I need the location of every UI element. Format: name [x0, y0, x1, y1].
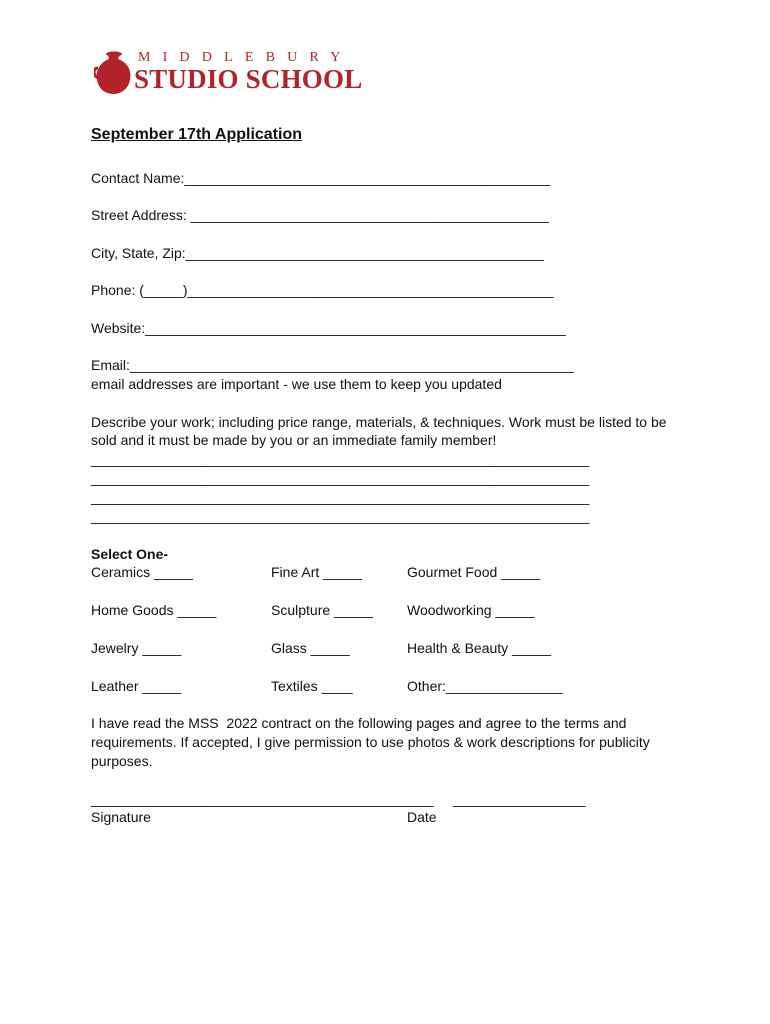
describe-blank-line[interactable]: ________________________________________________________________ [91, 489, 590, 505]
option-jewelry[interactable]: Jewelry _____ [91, 640, 182, 656]
option-ceramics[interactable]: Ceramics _____ [91, 564, 193, 580]
option-textiles[interactable]: Textiles ____ [271, 678, 353, 694]
describe-instructions-line1: Describe your work; including price range, materials, & techniques. Work must be listed to be [91, 414, 667, 430]
option-glass[interactable]: Glass _____ [271, 640, 350, 656]
contact-name-field[interactable]: Contact Name:_______________________________________________ [91, 170, 551, 186]
website-field[interactable]: Website:______________________________________________________ [91, 320, 566, 336]
select-one-heading: Select One- [91, 546, 169, 562]
option-fine-art[interactable]: Fine Art _____ [271, 564, 363, 580]
signature-line[interactable]: ____________________________________________ [91, 791, 434, 807]
agreement-line2: requirements. If accepted, I give permission to use photos & work descriptions for publicity [91, 734, 650, 750]
pottery-vase-icon [94, 50, 134, 96]
option-home-goods[interactable]: Home Goods _____ [91, 602, 217, 618]
signature-label: Signature [91, 809, 151, 825]
describe-blank-line[interactable]: ________________________________________________________________ [91, 508, 590, 524]
option-woodworking[interactable]: Woodworking _____ [407, 602, 535, 618]
describe-blank-line[interactable]: ________________________________________________________________ [91, 451, 590, 467]
agreement-line1: I have read the MSS 2022 contract on the following pages and agree to the terms and [91, 715, 627, 731]
option-gourmet-food[interactable]: Gourmet Food _____ [407, 564, 541, 580]
option-sculpture[interactable]: Sculpture _____ [271, 602, 373, 618]
option-health-beauty[interactable]: Health & Beauty _____ [407, 640, 551, 656]
date-label: Date [407, 809, 437, 825]
agreement-line3: purposes. [91, 753, 153, 769]
page-title: September 17th Application [91, 126, 302, 143]
describe-blank-line[interactable]: ________________________________________________________________ [91, 470, 590, 486]
studio-school-logo [94, 50, 374, 98]
describe-instructions-line2: sold and it must be made by you or an immediate family member! [91, 432, 497, 448]
logo-top-text: MIDDLEBURY [138, 50, 353, 65]
street-address-field[interactable]: Street Address: ______________________________________________ [91, 207, 549, 223]
option-leather[interactable]: Leather _____ [91, 678, 182, 694]
city-state-zip-field[interactable]: City, State, Zip:______________________________________________ [91, 245, 544, 261]
logo-main-text: STUDIO SCHOOL [134, 64, 363, 94]
option-other[interactable]: Other:_______________ [407, 678, 563, 694]
email-note: email addresses are important - we use them to keep you updated [91, 376, 502, 392]
phone-field[interactable]: Phone: (_____)_______________________________________________ [91, 282, 554, 298]
date-line[interactable]: _________________ [453, 791, 586, 807]
email-field[interactable]: Email:_________________________________________________________ [91, 357, 574, 373]
